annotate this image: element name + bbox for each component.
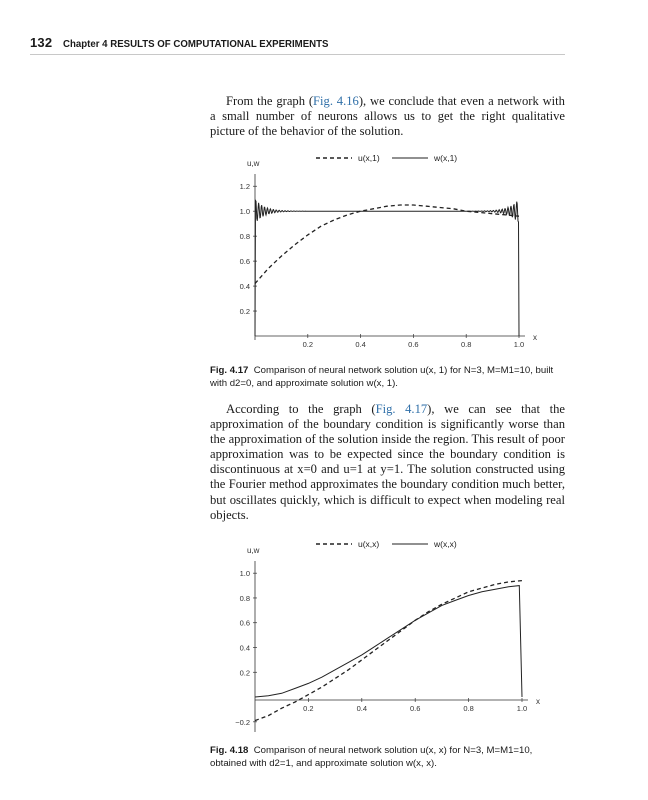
y-axis-label: u,w bbox=[247, 159, 260, 168]
y-tick-label: 0.6 bbox=[239, 257, 250, 267]
figure-reference[interactable]: Fig. 4.17 bbox=[375, 402, 428, 416]
x-tick-label: 0.4 bbox=[355, 340, 366, 349]
figure-4-18-caption: Fig. 4.18 Comparison of neural network solution u(x, x) for N=3, M=M1=10, obtained with d2=1, and approximate solution w(x, x). bbox=[210, 745, 533, 769]
caption-label: Fig. 4.17 bbox=[210, 365, 249, 376]
x-axis-label: x bbox=[533, 333, 537, 342]
legend-label: u(x,x) bbox=[358, 539, 380, 549]
y-tick-label: 1.0 bbox=[239, 207, 250, 217]
y-tick-label: 0.8 bbox=[239, 232, 250, 242]
y-tick-label: −0.2 bbox=[235, 717, 250, 727]
y-tick-label: 0.2 bbox=[239, 668, 250, 678]
chapter-title: Chapter 4 RESULTS OF COMPUTATIONAL EXPERIMENTS bbox=[62, 38, 329, 50]
x-tick-label: 1.0 bbox=[516, 704, 528, 713]
y-tick-label: 0.8 bbox=[239, 593, 250, 603]
figure-4-17-caption: Fig. 4.17 Comparison of neural network solution u(x, 1) for N=3, M=M1=10, built with d2=0, and approximate solution w(x, 1). bbox=[210, 365, 554, 389]
figure-reference[interactable]: Fig. 4.16 bbox=[313, 94, 359, 108]
x-tick-label: 1.0 bbox=[513, 340, 525, 349]
legend-label: u(x,1) bbox=[358, 153, 380, 163]
y-tick-label: 1.2 bbox=[239, 182, 250, 192]
x-tick-label: 0.2 bbox=[302, 340, 314, 349]
y-tick-label: 1.0 bbox=[239, 569, 250, 579]
x-tick-label: 0.8 bbox=[463, 704, 474, 713]
y-tick-label: 0.6 bbox=[239, 618, 250, 628]
y-tick-label: 0.4 bbox=[239, 643, 250, 653]
legend-label: w(x,1) bbox=[434, 153, 458, 163]
legend-label: w(x,x) bbox=[434, 539, 457, 549]
series-w-x-x-line bbox=[255, 586, 522, 697]
paragraph-2: According to the graph (Fig. 4.17), we can see that the approximation of the boundary condition is significantly worse than the approximation of the solution inside the region. This result of poor approximation was to be expected since the boundary condition is discontinuous at x=0 and u=1 at y=1. The solution constructed using the Fourier method approximates the boundary condition much better, but oscillates quickly, which is difficult to expect when modeling real objects. bbox=[210, 402, 565, 522]
x-tick-label: 0.6 bbox=[408, 340, 419, 349]
paragraph-1: From the graph (Fig. 4.16), we conclude that even a network with a small number of neurons allows us to get the right qualitative picture of the behavior of the solution. bbox=[210, 94, 565, 139]
y-tick-label: 0.2 bbox=[239, 307, 250, 317]
caption-label: Fig. 4.18 bbox=[210, 745, 249, 756]
x-axis-label: x bbox=[536, 697, 540, 706]
x-tick-label: 0.4 bbox=[356, 704, 368, 713]
x-tick-label: 0.8 bbox=[460, 340, 472, 349]
x-tick-label: 0.2 bbox=[303, 704, 314, 713]
page-number: 132 bbox=[30, 35, 53, 50]
y-tick-label: 0.4 bbox=[239, 282, 250, 292]
x-tick-label: 0.6 bbox=[409, 704, 421, 713]
y-axis-label: u,w bbox=[247, 546, 260, 555]
